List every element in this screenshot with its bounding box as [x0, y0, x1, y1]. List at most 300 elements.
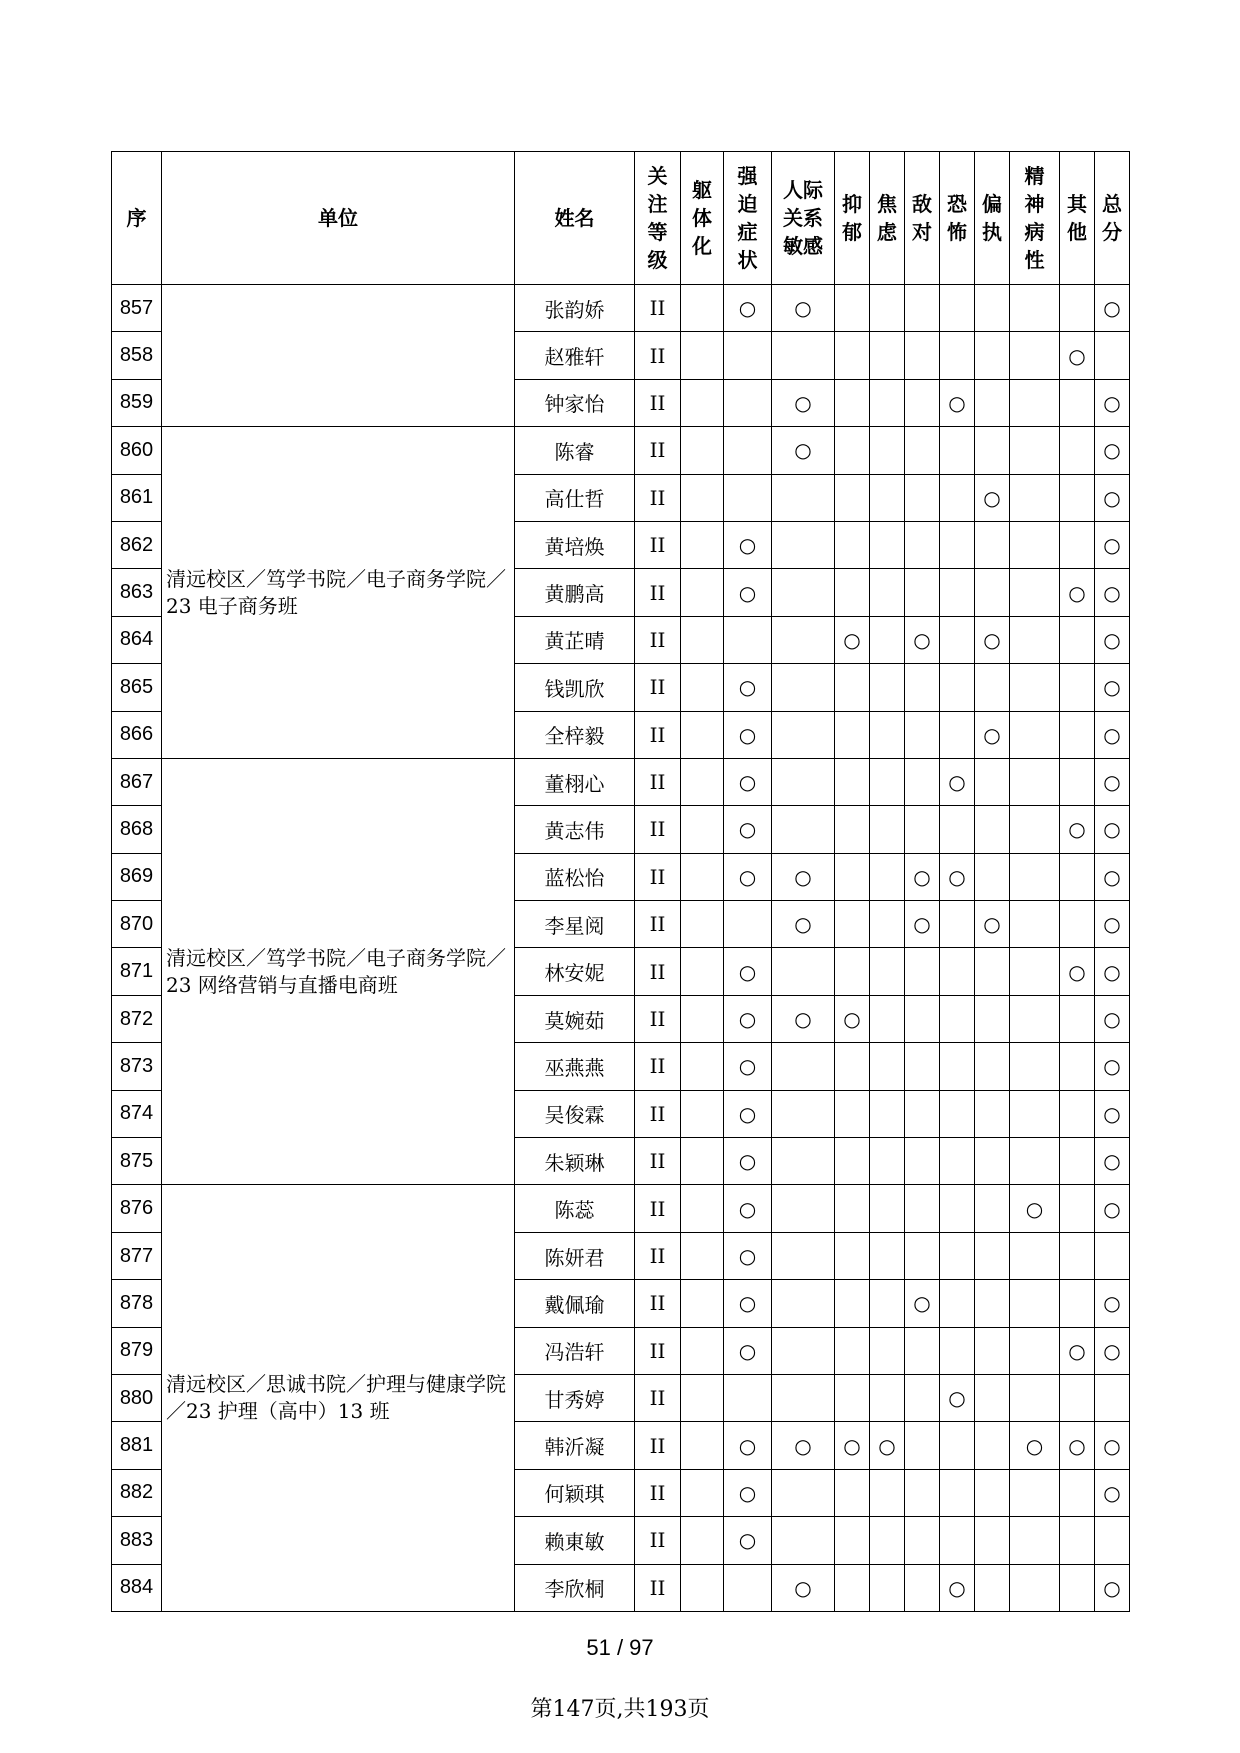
mark-cell	[1010, 1374, 1060, 1421]
row-seq: 880	[112, 1374, 162, 1421]
row-seq: 872	[112, 995, 162, 1042]
mark-cell	[940, 901, 975, 948]
mark-cell	[1010, 806, 1060, 853]
row-seq: 868	[112, 806, 162, 853]
mark-cell	[1060, 379, 1095, 426]
mark-cell	[835, 901, 870, 948]
header-char: 郁	[842, 220, 862, 244]
mark-cell	[905, 1517, 940, 1564]
mark-cell	[681, 853, 724, 900]
mark-cell	[870, 711, 905, 758]
mark-cell	[681, 664, 724, 711]
row-level: II	[635, 1469, 681, 1516]
mark-cell	[870, 758, 905, 805]
mark-cell-flagged: ○	[772, 379, 835, 426]
mark-cell-flagged: ○	[724, 1232, 772, 1279]
header-char: 级	[647, 248, 668, 272]
row-level: II	[635, 1564, 681, 1611]
mark-cell	[835, 332, 870, 379]
mark-cell	[870, 332, 905, 379]
mark-cell	[835, 285, 870, 332]
row-seq: 862	[112, 521, 162, 568]
row-seq: 867	[112, 758, 162, 805]
mark-cell	[1060, 664, 1095, 711]
mark-cell-flagged: ○	[1095, 285, 1130, 332]
row-name: 甘秀婷	[515, 1374, 635, 1421]
mark-cell	[1060, 901, 1095, 948]
row-name: 冯浩轩	[515, 1327, 635, 1374]
mark-cell	[975, 1327, 1010, 1374]
mark-cell-flagged: ○	[724, 853, 772, 900]
mark-cell	[940, 1469, 975, 1516]
mark-cell-flagged: ○	[940, 853, 975, 900]
mark-cell	[724, 901, 772, 948]
header-anxiety	[870, 152, 905, 285]
mark-cell-flagged: ○	[772, 853, 835, 900]
header-phobia	[940, 152, 975, 285]
mark-cell	[905, 1090, 940, 1137]
mark-cell	[940, 948, 975, 995]
mark-cell-flagged: ○	[1060, 332, 1095, 379]
row-level: II	[635, 569, 681, 616]
header-hostility	[905, 152, 940, 285]
mark-cell	[681, 474, 724, 521]
mark-cell	[1010, 664, 1060, 711]
mark-cell	[772, 806, 835, 853]
row-name: 陈妍君	[515, 1232, 635, 1279]
header-ocd	[724, 152, 772, 285]
mark-cell-flagged: ○	[1095, 379, 1130, 426]
mark-cell	[975, 1469, 1010, 1516]
mark-cell	[940, 995, 975, 1042]
mark-cell-flagged: ○	[940, 379, 975, 426]
mark-cell	[835, 379, 870, 426]
header-unit: 单位	[162, 152, 515, 285]
mark-cell	[870, 1469, 905, 1516]
mark-cell	[870, 1327, 905, 1374]
mark-cell-flagged: ○	[724, 1138, 772, 1185]
page-total: 第147页,共193页	[530, 1697, 710, 1722]
row-seq: 870	[112, 901, 162, 948]
mark-cell	[905, 1185, 940, 1232]
mark-cell	[905, 1564, 940, 1611]
header-level	[635, 152, 681, 285]
mark-cell-flagged: ○	[1060, 1422, 1095, 1469]
mark-cell	[835, 1280, 870, 1327]
row-seq: 878	[112, 1280, 162, 1327]
mark-cell	[681, 948, 724, 995]
mark-cell	[681, 1043, 724, 1090]
row-name: 黄培焕	[515, 521, 635, 568]
mark-cell	[681, 332, 724, 379]
mark-cell	[975, 1138, 1010, 1185]
mark-cell	[681, 1517, 724, 1564]
header-name: 姓名	[515, 152, 635, 285]
mark-cell	[1010, 853, 1060, 900]
table-row	[112, 285, 1130, 332]
header-char: 体	[692, 206, 712, 230]
mark-cell	[835, 1327, 870, 1374]
mark-cell	[772, 948, 835, 995]
mark-cell-flagged: ○	[1095, 569, 1130, 616]
mark-cell	[772, 758, 835, 805]
mark-cell	[1060, 758, 1095, 805]
mark-cell	[940, 1280, 975, 1327]
row-level: II	[635, 379, 681, 426]
mark-cell	[870, 1517, 905, 1564]
mark-cell	[1010, 332, 1060, 379]
mark-cell-flagged: ○	[772, 285, 835, 332]
mark-cell-flagged: ○	[1095, 1564, 1130, 1611]
mark-cell	[835, 711, 870, 758]
mark-cell	[1010, 1043, 1060, 1090]
row-unit: 清远校区／笃学书院／电子商务学院／23 网络营销与直播电商班	[162, 758, 515, 1185]
mark-cell	[681, 1469, 724, 1516]
mark-cell-flagged: ○	[1095, 1090, 1130, 1137]
mark-cell	[975, 1043, 1010, 1090]
row-seq: 874	[112, 1090, 162, 1137]
mark-cell	[681, 901, 724, 948]
mark-cell-flagged: ○	[1095, 1422, 1130, 1469]
row-level: II	[635, 1374, 681, 1421]
row-seq: 883	[112, 1517, 162, 1564]
mark-cell-flagged: ○	[905, 901, 940, 948]
row-name: 林安妮	[515, 948, 635, 995]
mark-cell	[835, 1517, 870, 1564]
row-level: II	[635, 1043, 681, 1090]
mark-cell	[724, 1374, 772, 1421]
mark-cell	[681, 758, 724, 805]
mark-cell	[1010, 474, 1060, 521]
mark-cell	[1060, 427, 1095, 474]
mark-cell-flagged: ○	[1095, 948, 1130, 995]
mark-cell	[905, 806, 940, 853]
mark-cell	[975, 948, 1010, 995]
mark-cell-flagged: ○	[1095, 758, 1130, 805]
mark-cell	[772, 1090, 835, 1137]
header-char: 其	[1067, 192, 1087, 216]
row-level: II	[635, 1517, 681, 1564]
mark-cell	[1010, 995, 1060, 1042]
row-level: II	[635, 1280, 681, 1327]
mark-cell	[835, 427, 870, 474]
mark-cell	[940, 569, 975, 616]
mark-cell	[870, 474, 905, 521]
header-interpersonal	[772, 152, 835, 285]
row-name: 黄芷晴	[515, 616, 635, 663]
mark-cell-flagged: ○	[1060, 948, 1095, 995]
mark-cell	[940, 664, 975, 711]
mark-cell	[940, 616, 975, 663]
header-other	[1060, 152, 1095, 285]
mark-cell	[1010, 1564, 1060, 1611]
row-level: II	[635, 1232, 681, 1279]
mark-cell-flagged: ○	[724, 711, 772, 758]
mark-cell	[975, 1374, 1010, 1421]
row-name: 黄鹏高	[515, 569, 635, 616]
mark-cell	[772, 616, 835, 663]
mark-cell	[835, 1374, 870, 1421]
mark-cell	[975, 285, 1010, 332]
mark-cell	[1010, 1138, 1060, 1185]
header-paranoia	[975, 152, 1010, 285]
header-char: 精	[1024, 164, 1045, 188]
row-name: 钱凯欣	[515, 664, 635, 711]
mark-cell	[835, 758, 870, 805]
mark-cell	[870, 901, 905, 948]
mark-cell-flagged: ○	[724, 1185, 772, 1232]
mark-cell-flagged: ○	[1095, 474, 1130, 521]
mark-cell	[940, 1185, 975, 1232]
header-char: 人际	[783, 178, 823, 202]
header-row	[112, 152, 1130, 285]
mark-cell	[681, 616, 724, 663]
mark-cell	[975, 332, 1010, 379]
mark-cell	[681, 1327, 724, 1374]
mark-cell	[1010, 427, 1060, 474]
mark-cell	[772, 1138, 835, 1185]
mark-cell	[772, 1327, 835, 1374]
header-char: 敌	[912, 192, 932, 216]
mark-cell	[1010, 1327, 1060, 1374]
row-name: 李欣桐	[515, 1564, 635, 1611]
row-seq: 882	[112, 1469, 162, 1516]
row-seq: 876	[112, 1185, 162, 1232]
mark-cell	[905, 758, 940, 805]
header-char: 敏感	[783, 234, 823, 258]
mark-cell	[681, 1422, 724, 1469]
mark-cell	[870, 616, 905, 663]
row-seq: 864	[112, 616, 162, 663]
row-name: 全梓毅	[515, 711, 635, 758]
mark-cell	[1060, 521, 1095, 568]
mark-cell	[772, 1374, 835, 1421]
mark-cell	[724, 427, 772, 474]
mark-cell-flagged: ○	[870, 1422, 905, 1469]
mark-cell	[772, 1517, 835, 1564]
mark-cell-flagged: ○	[772, 1564, 835, 1611]
mark-cell	[681, 1090, 724, 1137]
mark-cell-flagged: ○	[905, 616, 940, 663]
header-char: 他	[1067, 220, 1087, 244]
row-level: II	[635, 616, 681, 663]
mark-cell	[1010, 1280, 1060, 1327]
mark-cell	[940, 1422, 975, 1469]
row-name: 何颖琪	[515, 1469, 635, 1516]
mark-cell	[940, 1090, 975, 1137]
mark-cell	[905, 664, 940, 711]
mark-cell-flagged: ○	[724, 1043, 772, 1090]
mark-cell	[940, 1138, 975, 1185]
mark-cell	[1060, 1564, 1095, 1611]
mark-cell-flagged: ○	[1095, 1280, 1130, 1327]
row-level: II	[635, 995, 681, 1042]
header-char: 关系	[783, 206, 823, 230]
mark-cell-flagged: ○	[1095, 1185, 1130, 1232]
mark-cell	[1095, 1232, 1130, 1279]
mark-cell	[835, 664, 870, 711]
row-name: 董栩心	[515, 758, 635, 805]
mark-cell	[835, 1564, 870, 1611]
mark-cell-flagged: ○	[835, 1422, 870, 1469]
mark-cell	[975, 521, 1010, 568]
row-name: 赵雅轩	[515, 332, 635, 379]
mark-cell-flagged: ○	[1010, 1422, 1060, 1469]
mark-cell	[1060, 1090, 1095, 1137]
mark-cell	[975, 569, 1010, 616]
row-level: II	[635, 901, 681, 948]
row-level: II	[635, 1422, 681, 1469]
row-level: II	[635, 521, 681, 568]
mark-cell-flagged: ○	[940, 1374, 975, 1421]
mark-cell	[975, 806, 1010, 853]
mark-cell	[835, 474, 870, 521]
mark-cell-flagged: ○	[1095, 806, 1130, 853]
mark-cell	[975, 758, 1010, 805]
row-level: II	[635, 285, 681, 332]
mark-cell	[905, 1327, 940, 1374]
mark-cell-flagged: ○	[1095, 664, 1130, 711]
mark-cell	[835, 521, 870, 568]
mark-cell	[905, 569, 940, 616]
mark-cell	[1010, 616, 1060, 663]
row-seq: 863	[112, 569, 162, 616]
mark-cell	[975, 1232, 1010, 1279]
mark-cell	[975, 1090, 1010, 1137]
mark-cell	[1060, 711, 1095, 758]
mark-cell-flagged: ○	[1095, 1327, 1130, 1374]
mark-cell	[772, 1043, 835, 1090]
mark-cell	[681, 806, 724, 853]
mark-cell	[772, 521, 835, 568]
header-somatization	[681, 152, 724, 285]
mark-cell	[835, 1185, 870, 1232]
header-char: 总	[1102, 192, 1122, 216]
row-seq: 859	[112, 379, 162, 426]
mark-cell	[772, 1232, 835, 1279]
header-total	[1095, 152, 1130, 285]
mark-cell	[772, 332, 835, 379]
mark-cell	[905, 948, 940, 995]
header-char: 躯	[692, 178, 712, 202]
mark-cell	[1060, 1185, 1095, 1232]
mark-cell-flagged: ○	[724, 1469, 772, 1516]
mark-cell-flagged: ○	[724, 995, 772, 1042]
header-char: 化	[692, 234, 712, 258]
mark-cell	[905, 521, 940, 568]
mark-cell	[681, 1564, 724, 1611]
mark-cell	[940, 806, 975, 853]
mark-cell	[1060, 1043, 1095, 1090]
mark-cell	[905, 1043, 940, 1090]
mark-cell	[681, 1280, 724, 1327]
row-level: II	[635, 948, 681, 995]
row-level: II	[635, 758, 681, 805]
mark-cell-flagged: ○	[975, 616, 1010, 663]
row-level: II	[635, 474, 681, 521]
mark-cell-flagged: ○	[724, 758, 772, 805]
mark-cell	[975, 1185, 1010, 1232]
mark-cell	[1060, 1469, 1095, 1516]
mark-cell	[772, 664, 835, 711]
mark-cell-flagged: ○	[835, 616, 870, 663]
mark-cell	[905, 1422, 940, 1469]
mark-cell	[1095, 1374, 1130, 1421]
mark-cell-flagged: ○	[1060, 569, 1095, 616]
header-char: 注	[647, 192, 668, 216]
row-level: II	[635, 711, 681, 758]
mark-cell	[940, 285, 975, 332]
mark-cell	[905, 285, 940, 332]
mark-cell	[681, 285, 724, 332]
mark-cell	[870, 1374, 905, 1421]
mark-cell	[870, 995, 905, 1042]
mark-cell-flagged: ○	[905, 853, 940, 900]
mark-cell	[905, 474, 940, 521]
row-seq: 869	[112, 853, 162, 900]
mark-cell-flagged: ○	[1095, 1469, 1130, 1516]
row-level: II	[635, 1327, 681, 1374]
mark-cell-flagged: ○	[724, 806, 772, 853]
mark-cell-flagged: ○	[772, 1422, 835, 1469]
mark-cell	[870, 806, 905, 853]
mark-cell	[835, 853, 870, 900]
header-seq: 序	[112, 152, 162, 285]
mark-cell-flagged: ○	[724, 1280, 772, 1327]
mark-cell	[1060, 285, 1095, 332]
mark-cell	[905, 1138, 940, 1185]
mark-cell-flagged: ○	[835, 995, 870, 1042]
mark-cell	[870, 1043, 905, 1090]
row-seq: 866	[112, 711, 162, 758]
mark-cell	[940, 521, 975, 568]
mark-cell	[870, 1185, 905, 1232]
header-char: 恐	[947, 192, 967, 216]
mark-cell	[940, 1232, 975, 1279]
mark-cell-flagged: ○	[1095, 1043, 1130, 1090]
mark-cell	[905, 379, 940, 426]
mark-cell	[835, 1469, 870, 1516]
row-seq: 884	[112, 1564, 162, 1611]
mark-cell	[724, 379, 772, 426]
mark-cell	[1060, 1280, 1095, 1327]
mark-cell	[940, 1327, 975, 1374]
mark-cell	[1010, 285, 1060, 332]
row-name: 陈睿	[515, 427, 635, 474]
row-name: 李星阅	[515, 901, 635, 948]
mark-cell	[940, 474, 975, 521]
mark-cell	[835, 948, 870, 995]
row-name: 戴佩瑜	[515, 1280, 635, 1327]
row-seq: 881	[112, 1422, 162, 1469]
mark-cell	[940, 1517, 975, 1564]
row-seq: 857	[112, 285, 162, 332]
header-char: 抑	[842, 192, 862, 216]
row-unit	[162, 285, 515, 427]
row-level: II	[635, 427, 681, 474]
mark-cell	[1010, 569, 1060, 616]
header-char: 分	[1102, 220, 1122, 244]
mark-cell-flagged: ○	[724, 664, 772, 711]
row-unit: 清远校区／思诚书院／护理与健康学院／23 护理（高中）13 班	[162, 1185, 515, 1612]
header-char: 性	[1024, 248, 1045, 272]
mark-cell	[870, 853, 905, 900]
header-char: 执	[982, 220, 1002, 244]
row-level: II	[635, 1185, 681, 1232]
mark-cell	[975, 995, 1010, 1042]
row-name: 钟家怡	[515, 379, 635, 426]
header-char: 焦	[877, 192, 897, 216]
